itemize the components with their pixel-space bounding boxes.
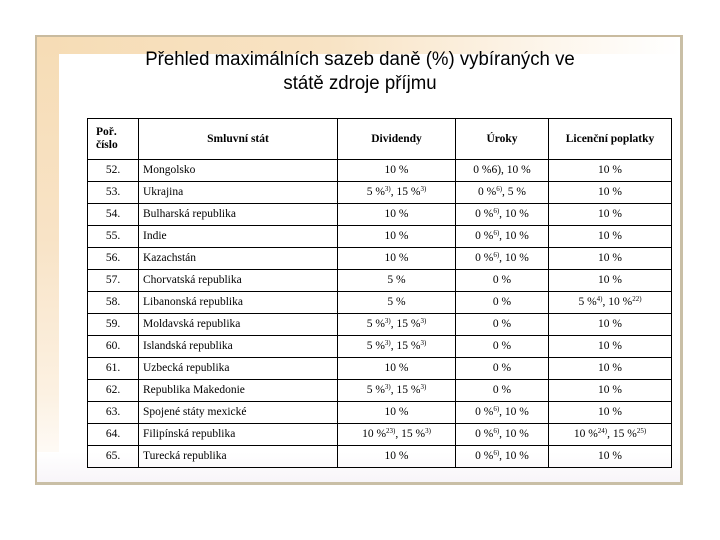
row-state: Libanonská republika xyxy=(139,292,338,314)
footnote-ref: 24) xyxy=(597,427,608,435)
row-number: 53. xyxy=(88,182,139,204)
footnote-ref: 6) xyxy=(493,251,500,259)
row-interest xyxy=(456,182,549,204)
dividends-value: , 15 % xyxy=(395,428,426,440)
row-dividends xyxy=(338,248,456,270)
interest-value: , 10 % xyxy=(499,428,529,440)
dividends-value: 10 % xyxy=(362,428,387,440)
row-dividends xyxy=(338,160,456,182)
row-interest xyxy=(456,402,549,424)
royalties-value: 10 % xyxy=(598,230,622,242)
row-dividends xyxy=(338,182,456,204)
table-row xyxy=(88,380,672,402)
row-dividends xyxy=(338,380,456,402)
row-state: Moldavská republika xyxy=(139,314,338,336)
row-number: 59. xyxy=(88,314,139,336)
interest-value: 0 % xyxy=(475,428,494,440)
footnote-ref: 3) xyxy=(420,185,427,193)
interest-value: , 10 % xyxy=(499,208,529,220)
footnote-ref: 3) xyxy=(384,185,391,193)
interest-value: 0 % xyxy=(492,362,512,374)
interest-value: 0 % xyxy=(492,318,512,330)
royalties-value: 10 % xyxy=(598,186,622,198)
table-row xyxy=(88,402,672,424)
row-interest xyxy=(456,358,549,380)
header-number xyxy=(88,119,139,160)
table-row xyxy=(88,248,672,270)
dividends-value: 10 % xyxy=(384,362,409,374)
row-interest xyxy=(456,446,549,468)
row-dividends xyxy=(338,336,456,358)
row-royalties xyxy=(549,380,672,402)
footnote-ref: 22) xyxy=(632,295,642,303)
row-royalties xyxy=(549,314,672,336)
table-row xyxy=(88,292,672,314)
row-royalties xyxy=(549,270,672,292)
row-state: Ukrajina xyxy=(139,182,338,204)
row-interest xyxy=(456,226,549,248)
footnote-ref: 6) xyxy=(493,449,500,457)
table-body xyxy=(88,160,672,468)
footnote-ref: 3) xyxy=(384,317,391,325)
royalties-value: 10 % xyxy=(598,252,622,264)
table-row xyxy=(88,204,672,226)
table-row xyxy=(88,226,672,248)
row-interest xyxy=(456,270,549,292)
interest-value: 0 % xyxy=(475,252,494,264)
footnote-ref: 3) xyxy=(420,317,427,325)
row-dividends xyxy=(338,446,456,468)
slide-title-line-1: Přehled maximálních sazeb daně (%) vybíraných ve xyxy=(145,49,575,70)
royalties-value: 10 % xyxy=(598,384,622,396)
footnote-ref: 3) xyxy=(425,427,431,435)
interest-value: , 10 % xyxy=(499,252,529,264)
tax-rates-table xyxy=(87,118,672,468)
row-state: Turecká republika xyxy=(139,446,338,468)
slide-title xyxy=(76,48,644,96)
footnote-ref: 6) xyxy=(493,427,500,435)
footnote-ref: 6) xyxy=(493,207,500,215)
royalties-value: 10 % xyxy=(573,428,598,440)
footnote-ref: 4) xyxy=(596,295,603,303)
interest-value: , 5 % xyxy=(502,186,527,198)
row-number: 65. xyxy=(88,446,139,468)
header-number-line-2: číslo xyxy=(96,139,118,151)
dividends-value: 10 % xyxy=(384,208,409,220)
row-dividends xyxy=(338,270,456,292)
row-number: 54. xyxy=(88,204,139,226)
row-number: 56. xyxy=(88,248,139,270)
dividends-value: , 15 % xyxy=(390,186,421,198)
row-dividends xyxy=(338,292,456,314)
row-royalties xyxy=(549,424,672,446)
dividends-value: 10 % xyxy=(384,230,409,242)
row-royalties xyxy=(549,204,672,226)
table-row xyxy=(88,446,672,468)
table-row xyxy=(88,270,672,292)
royalties-value: 5 % xyxy=(578,296,597,308)
header-royalties: Licenční poplatky xyxy=(549,119,672,160)
row-royalties xyxy=(549,336,672,358)
row-number: 63. xyxy=(88,402,139,424)
table-row xyxy=(88,358,672,380)
royalties-value: 10 % xyxy=(598,208,622,220)
row-interest xyxy=(456,314,549,336)
row-royalties xyxy=(549,402,672,424)
royalties-value: 10 % xyxy=(598,274,622,286)
table-row xyxy=(88,314,672,336)
row-interest xyxy=(456,204,549,226)
row-royalties xyxy=(549,160,672,182)
footnote-ref: 25) xyxy=(636,427,647,435)
row-royalties xyxy=(549,292,672,314)
dividends-value: 5 % xyxy=(387,274,406,286)
royalties-value: 10 % xyxy=(598,362,622,374)
royalties-value: 10 % xyxy=(598,340,622,352)
dividends-value: 5 % xyxy=(366,384,385,396)
row-dividends xyxy=(338,204,456,226)
row-state: Mongolsko xyxy=(139,160,338,182)
dividends-value: 5 % xyxy=(387,296,406,308)
row-state: Republika Makedonie xyxy=(139,380,338,402)
row-state: Chorvatská republika xyxy=(139,270,338,292)
interest-value: , 10 % xyxy=(499,450,529,462)
interest-value: , 10 % xyxy=(499,230,529,242)
row-state: Uzbecká republika xyxy=(139,358,338,380)
row-interest xyxy=(456,336,549,358)
dividends-value: 5 % xyxy=(366,340,385,352)
row-interest xyxy=(456,248,549,270)
header-interest: Úroky xyxy=(456,119,549,160)
row-number: 58. xyxy=(88,292,139,314)
row-number: 64. xyxy=(88,424,139,446)
row-dividends xyxy=(338,358,456,380)
row-number: 61. xyxy=(88,358,139,380)
interest-value: 0 % xyxy=(477,186,497,198)
row-interest xyxy=(456,160,549,182)
footnote-ref: 3) xyxy=(384,339,391,347)
interest-value: 0 % xyxy=(492,384,512,396)
footnote-ref: 3) xyxy=(420,339,427,347)
row-interest xyxy=(456,292,549,314)
dividends-value: 10 % xyxy=(384,252,409,264)
slide-title-line-2: státě zdroje příjmu xyxy=(283,73,437,94)
royalties-value: 10 % xyxy=(598,450,622,462)
frame-band-left xyxy=(37,37,59,482)
row-royalties xyxy=(549,248,672,270)
row-number: 57. xyxy=(88,270,139,292)
row-state: Islandská republika xyxy=(139,336,338,358)
row-interest xyxy=(456,424,549,446)
row-state: Spojené státy mexické xyxy=(139,402,338,424)
row-number: 60. xyxy=(88,336,139,358)
dividends-value: 5 % xyxy=(366,186,385,198)
header-dividends: Dividendy xyxy=(338,119,456,160)
row-interest xyxy=(456,380,549,402)
interest-value: 0 % xyxy=(475,406,494,418)
row-dividends xyxy=(338,226,456,248)
table-row xyxy=(88,160,672,182)
row-dividends xyxy=(338,402,456,424)
header-state: Smluvní stát xyxy=(139,119,338,160)
footnote-ref: 6) xyxy=(493,229,500,237)
table-header-row xyxy=(88,119,672,160)
row-dividends xyxy=(338,314,456,336)
dividends-value: , 15 % xyxy=(390,384,421,396)
royalties-value: 10 % xyxy=(598,164,622,176)
dividends-value: , 15 % xyxy=(390,340,421,352)
row-state: Filipínská republika xyxy=(139,424,338,446)
royalties-value: , 10 % xyxy=(602,296,633,308)
footnote-ref: 3) xyxy=(420,383,427,391)
interest-value: 0 % xyxy=(492,296,512,308)
dividends-value: 5 % xyxy=(366,318,385,330)
row-royalties xyxy=(549,182,672,204)
dividends-value: 10 % xyxy=(384,450,409,462)
row-royalties xyxy=(549,358,672,380)
dividends-value: , 15 % xyxy=(390,318,421,330)
interest-value: 0 % xyxy=(492,274,512,286)
row-state: Bulharská republika xyxy=(139,204,338,226)
row-number: 52. xyxy=(88,160,139,182)
footnote-ref: 6) xyxy=(496,185,503,193)
interest-value: 0 % xyxy=(492,340,512,352)
interest-value: 0 %6), 10 % xyxy=(473,164,531,176)
royalties-value: 10 % xyxy=(598,318,622,330)
interest-value: 0 % xyxy=(475,230,494,242)
royalties-value: 10 % xyxy=(598,406,622,418)
row-state: Indie xyxy=(139,226,338,248)
footnote-ref: 23) xyxy=(386,427,396,435)
row-royalties xyxy=(549,226,672,248)
row-dividends xyxy=(338,424,456,446)
dividends-value: 10 % xyxy=(384,164,409,176)
footnote-ref: 6) xyxy=(493,405,500,413)
interest-value: 0 % xyxy=(475,450,494,462)
table-row xyxy=(88,424,672,446)
row-royalties xyxy=(549,446,672,468)
row-number: 55. xyxy=(88,226,139,248)
royalties-value: , 15 % xyxy=(607,428,637,440)
row-state: Kazachstán xyxy=(139,248,338,270)
row-number: 62. xyxy=(88,380,139,402)
footnote-ref: 3) xyxy=(384,383,391,391)
dividends-value: 10 % xyxy=(384,406,409,418)
table-row xyxy=(88,336,672,358)
table-row xyxy=(88,182,672,204)
header-number-line-1: Poř. xyxy=(96,126,117,138)
interest-value: 0 % xyxy=(475,208,494,220)
interest-value: , 10 % xyxy=(499,406,529,418)
